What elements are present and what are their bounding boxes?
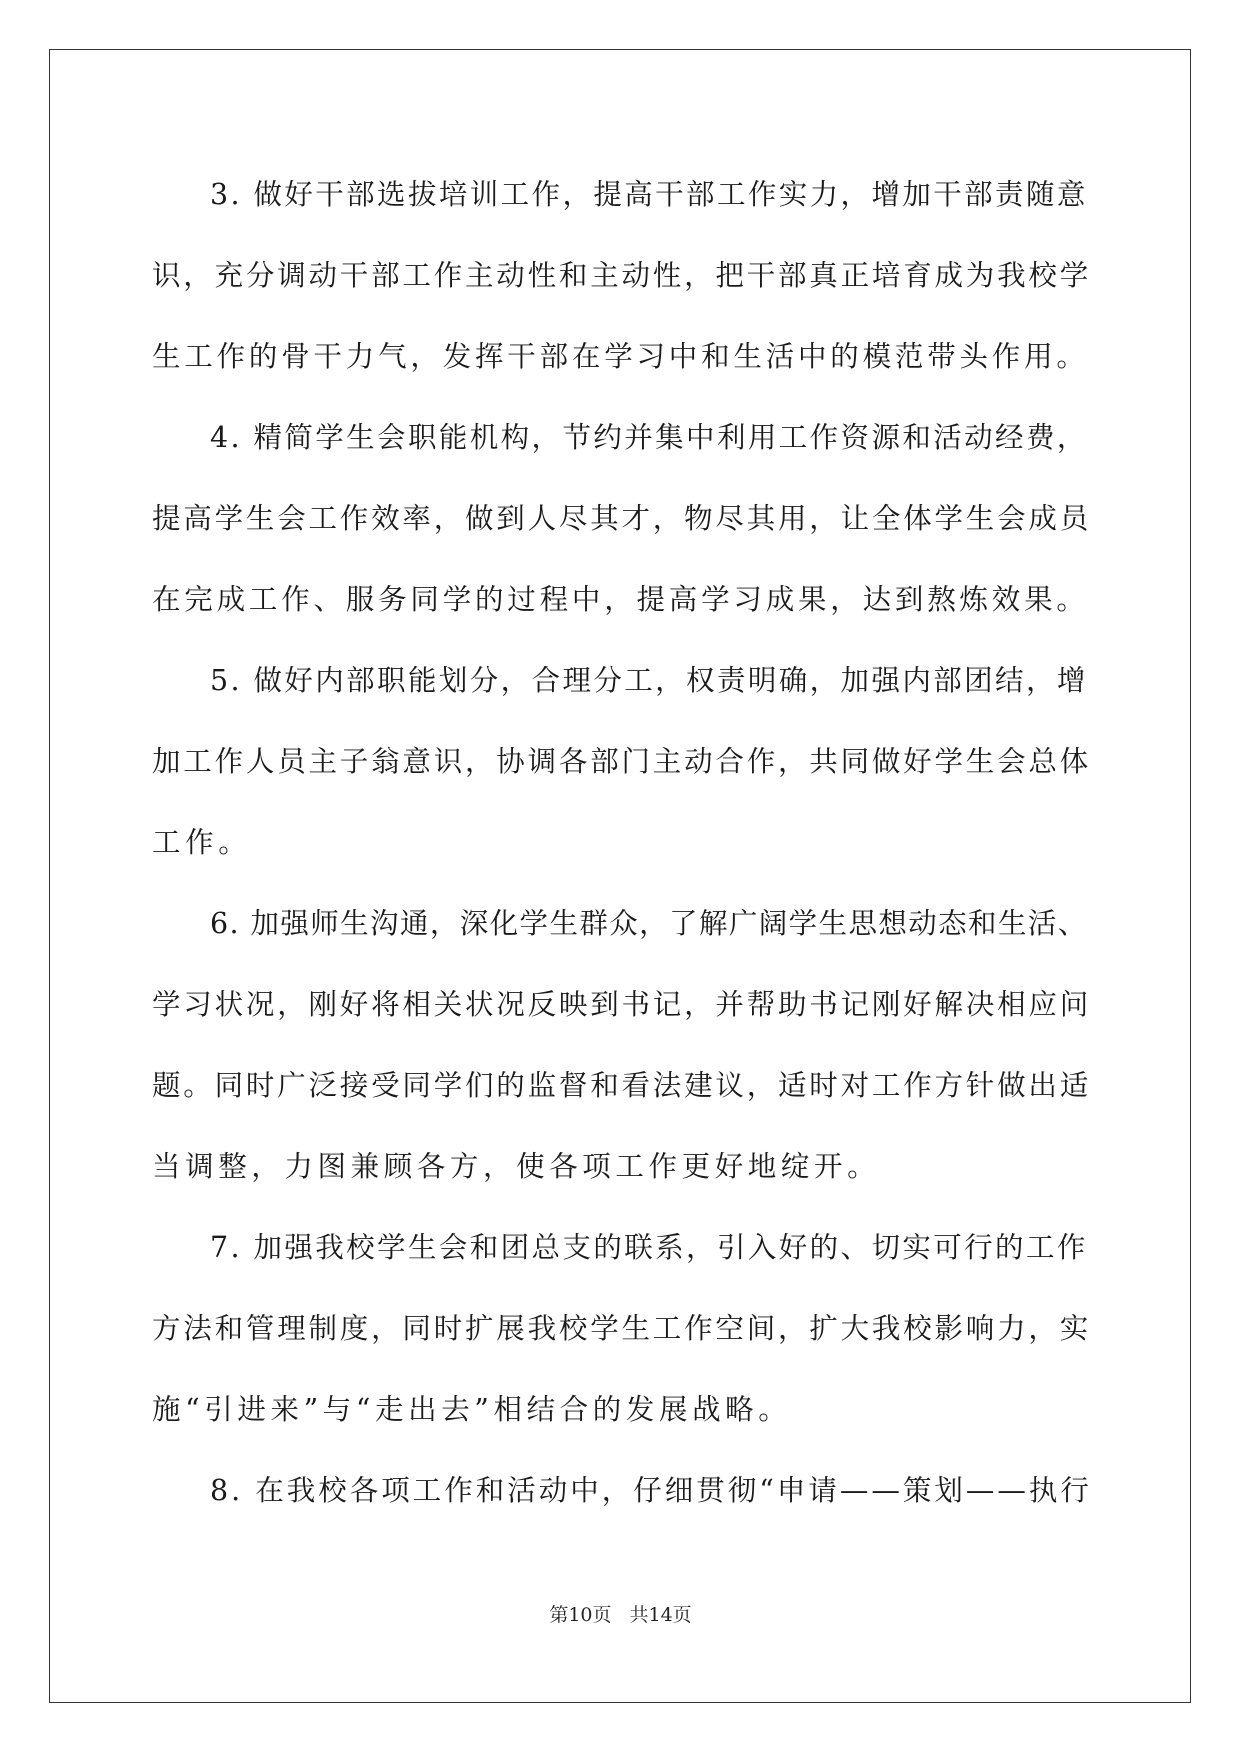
paragraph-line: 8. 在我校各项工作和活动中，仔细贯彻“申请——策划——执行 — [210, 1474, 1092, 1507]
paragraph-line: 加工作人员主子翁意识，协调各部门主动合作，共同做好学生会总体 — [152, 745, 1092, 778]
page-footer — [0, 1600, 1241, 1627]
paragraph-line: 7. 加强我校学生会和团总支的联系，引入好的、切实可行的工作 — [210, 1231, 1088, 1264]
page-number: 第10页 — [549, 1604, 612, 1626]
paragraph — [152, 1207, 1092, 1450]
paragraph — [152, 1450, 1092, 1531]
paragraph-line: 5. 做好内部职能划分，合理分工，权责明确，加强内部团结，增 — [210, 664, 1088, 697]
paragraph — [152, 640, 1092, 883]
paragraph-line: 3. 做好干部选拔培训工作，提高干部工作实力，增加干部责随意 — [210, 178, 1088, 211]
paragraph-line: 当调整，力图兼顾各方，使各项工作更好地绽开。 — [152, 1150, 881, 1183]
paragraph-line: 施“引进来”与“走出去”相结合的发展战略。 — [152, 1393, 792, 1426]
paragraph-line: 方法和管理制度，同时扩展我校学生工作空间，扩大我校影响力，实 — [152, 1312, 1092, 1345]
page-total: 共14页 — [629, 1604, 692, 1626]
paragraph-line: 识，充分调动干部工作主动性和主动性，把干部真正培育成为我校学 — [152, 259, 1092, 292]
paragraph-line: 在完成工作、服务同学的过程中，提高学习成果，达到熬炼效果。 — [152, 583, 1089, 616]
paragraph-line: 6. 加强师生沟通，深化学生群众，了解广阔学生思想动态和生活、 — [210, 907, 1088, 940]
paragraph — [152, 154, 1092, 397]
paragraph — [152, 883, 1092, 1207]
paragraph — [152, 397, 1092, 640]
paragraph-line: 工作。 — [152, 826, 252, 859]
paragraph-line: 生工作的骨干力气，发挥干部在学习中和生活中的模范带头作用。 — [152, 340, 1089, 373]
paragraph-line: 4. 精简学生会职能机构，节约并集中利用工作资源和活动经费， — [210, 421, 1088, 454]
paragraph-line: 题。同时广泛接受同学们的监督和看法建议，适时对工作方针做出适 — [152, 1069, 1092, 1102]
paragraph-line: 提高学生会工作效率，做到人尽其才，物尽其用，让全体学生会成员 — [152, 502, 1092, 535]
document-body — [152, 154, 1092, 1531]
paragraph-line: 学习状况，刚好将相关状况反映到书记，并帮助书记刚好解决相应问 — [152, 988, 1092, 1021]
